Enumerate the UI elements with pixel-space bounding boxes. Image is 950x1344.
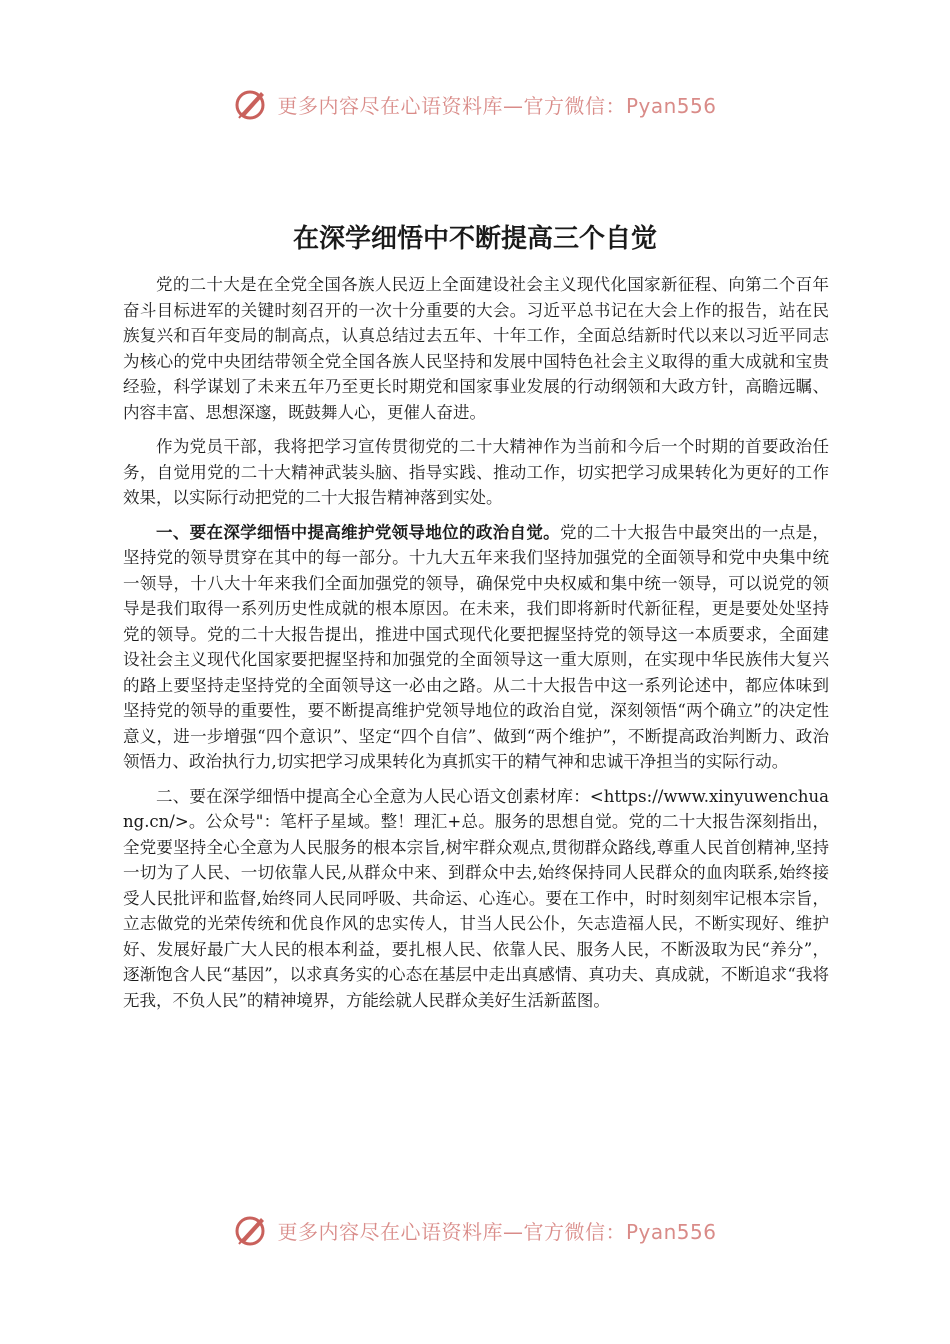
paragraph-4: [123, 784, 829, 1014]
paragraph-text: 二、要在深学细悟中提高全心全意为人民心语文创素材库：<https://www.xinyuwenchuang.cn/>。公众号"：笔杆子星域。整！理汇+总。服务的思想自觉。党的二十大报告深刻指出，全党要坚持全心全意为人民服务的根本宗旨,树牢群众观点,贯彻群众路线,尊重人民首创精神,坚持一切为了人民、一切依靠人民,从群众中来、到群众中去,始终保持同人民群众的血肉联系,始终接受人民批评和监督,始终同人民同呼吸、共命运、心连心。要在工作中，时时刻刻牢记根本宗旨，立志做党的光荣传统和优良作风的忠实传人，甘当人民公仆，矢志造福人民，不断实现好、维护好、发展好最广大人民的根本利益，要扎根人民、依靠人民、服务人民，不断汲取为民“养分”，逐渐饱含人民“基因”，以求真务实的心态在基层中走出真感情、真功夫、真成就，不断追求“我将无我，不负人民”的精神境界，方能绘就人民群众美好生活新蓝图。: [123, 786, 829, 1010]
paragraph-text: 党的二十大是在全党全国各族人民迈上全面建设社会主义现代化国家新征程、向第二个百年奋斗目标进军的关键时刻召开的一次十分重要的大会。习近平总书记在大会上作的报告，站在民族复兴和百年变局的制高点，认真总结过去五年、十年工作，全面总结新时代以来以习近平同志为核心的党中央团结带领全党全国各族人民坚持和发展中国特色社会主义取得的重大成就和宝贵经验，科学谋划了未来五年乃至更长时期党和国家事业发展的行动纲领和大政方针，高瞻远瞩、内容丰富、思想深邃，既鼓舞人心，更催人奋进。: [123, 275, 829, 422]
quill-logo-icon: [233, 1212, 269, 1248]
paragraph-text: 党的二十大报告中最突出的一点是，坚持党的领导贯穿在其中的每一部分。十九大五年来我们坚持加强党的全面领导和党中央集中统一领导，十八大十年来我们全面加强党的领导，确保党中央权威和集中统一领导，可以说党的领导是我们取得一系列历史性成就的根本原因。在未来，我们即将新时代新征程，更是要处处坚持党的领导。党的二十大报告提出，推进中国式现代化要把握坚持党的领导这一本质要求，全面建设社会主义现代化国家要把握坚持和加强党的全面领导这一重大原则，在实现中华民族伟大复兴的路上要坚持走坚持党的全面领导这一必由之路。从二十大报告中这一系列论述中，都应体味到坚持党的领导的重要性，要不断提高维护党领导地位的政治自觉，深刻领悟“两个确立”的决定性意义，进一步增强“四个意识”、坚定“四个自信”、做到“两个维护”，不断提高政治判断力、政治领悟力、政治执行力,切实把学习成果转化为真抓实干的精气神和忠诚干净担当的实际行动。: [123, 522, 830, 771]
paragraph-3: [123, 520, 829, 775]
watermark-text: 更多内容尽在心语资料库—官方微信：Pyan556: [277, 1219, 717, 1244]
quill-logo-icon: [233, 86, 269, 122]
document-body: [123, 272, 829, 1022]
paragraph-1: [123, 272, 829, 425]
paragraph-text: 作为党员干部，我将把学习宣传贯彻党的二十大精神作为当前和今后一个时期的首要政治任务，自觉用党的二十大精神武装头脑、指导实践、推动工作，切实把学习成果转化为更好的工作效果，以实际行动把党的二十大报告精神落到实处。: [123, 437, 829, 507]
document-title: 在深学细悟中不断提高三个自觉: [292, 224, 657, 254]
watermark-text: 更多内容尽在心语资料库—官方微信：Pyan556: [277, 93, 717, 118]
footer-watermark: [0, 1210, 950, 1250]
paragraph-2: [123, 434, 829, 511]
header-watermark: [0, 84, 950, 124]
section-heading: 一、要在深学细悟中提高维护党领导地位的政治自觉。: [156, 522, 560, 542]
